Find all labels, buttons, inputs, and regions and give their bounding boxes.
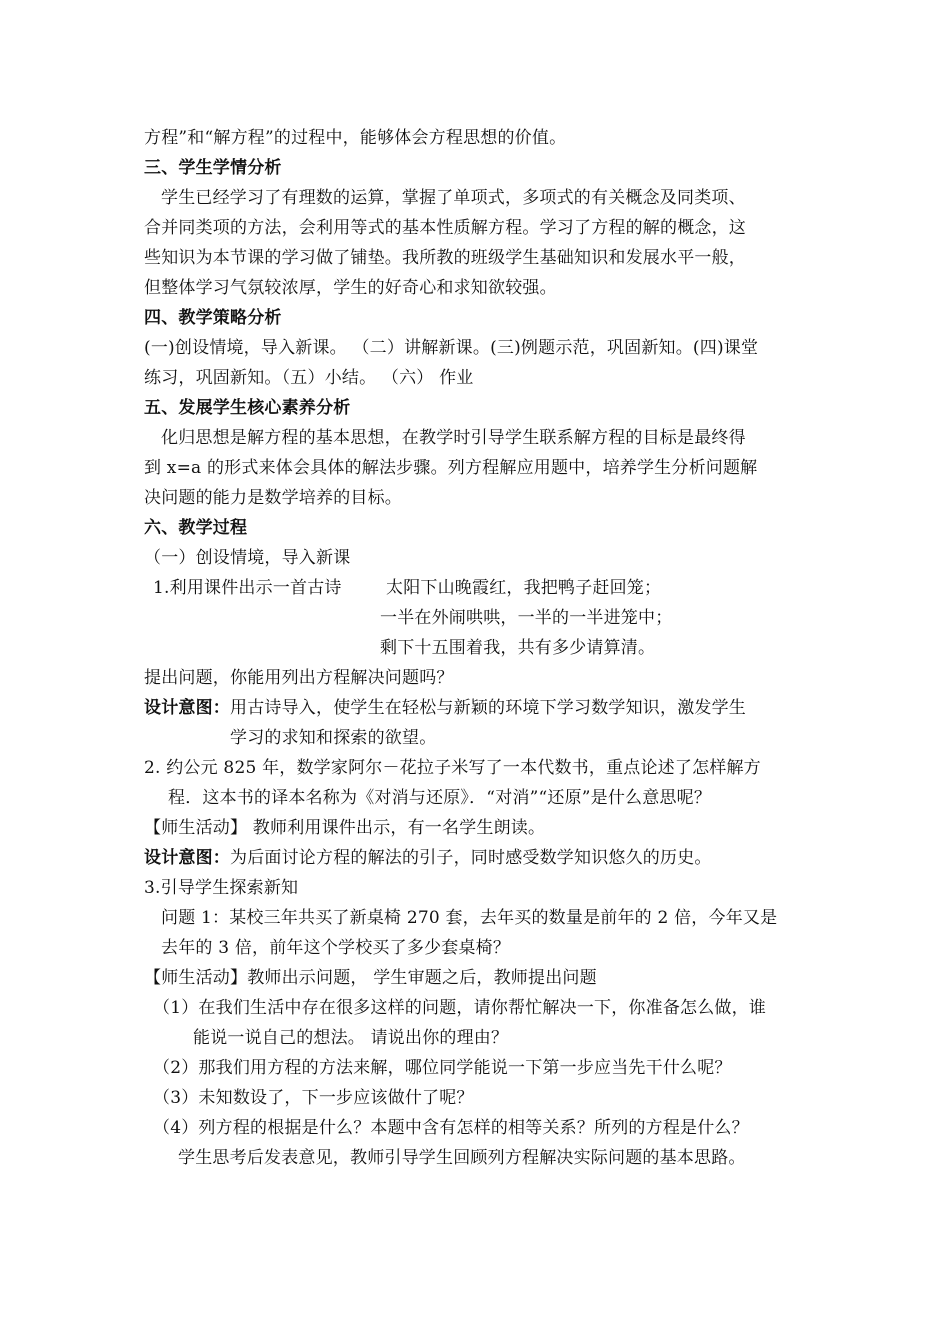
- paragraph-line: 到 x=a 的形式来体会具体的解法步骤。列方程解应用题中，培养学生分析问题解: [144, 458, 758, 478]
- paragraph-line: 2. 约公元 825 年，数学家阿尔－花拉子米写了一本代数书，重点论述了怎样解方: [144, 758, 761, 778]
- subsection-heading: （一）创设情境，导入新课: [144, 548, 351, 568]
- paragraph-line: (一)创设情境，导入新课。 （二）讲解新课。(三)例题示范，巩固新知。(四)课堂: [144, 338, 759, 358]
- paragraph-line: 为后面讨论方程的解法的引子，同时感受数学知识悠久的历史。: [230, 848, 712, 868]
- poem-line: 太阳下山晚霞红，我把鸭子赶回笼；: [386, 578, 662, 598]
- section-heading: 六、教学过程: [144, 518, 248, 538]
- paragraph-line: 化归思想是解方程的基本思想，在教学时引导学生联系解方程的目标是最终得: [161, 428, 746, 448]
- paragraph-line: 问题 1：某校三年共买了新桌椅 270 套，去年买的数量是前年的 2 倍，今年又是: [161, 908, 778, 928]
- question-item: （1）在我们生活中存在很多这样的问题，请你帮忙解决一下，你准备怎么做，谁: [153, 998, 767, 1018]
- paragraph-line: 3.引导学生探索新知: [144, 878, 299, 898]
- paragraph-line: 用古诗导入，使学生在轻松与新颖的环境下学习数学知识，激发学生: [230, 698, 746, 718]
- question-item: （2）那我们用方程的方法来解，哪位同学能说一下第一步应当先干什么呢？: [153, 1058, 732, 1078]
- section-heading: 五、发展学生核心素养分析: [144, 398, 351, 418]
- design-intent-label: 设计意图：: [144, 848, 230, 868]
- paragraph-line: 方程”和“解方程”的过程中，能够体会方程思想的价值。: [144, 128, 567, 148]
- paragraph-line: 程．这本书的译本名称为《对消与还原》．“对消”“还原”是什么意思呢？: [168, 788, 712, 808]
- paragraph-line: 但整体学习气氛较浓厚，学生的好奇心和求知欲较强。: [144, 278, 557, 298]
- paragraph-line: 1.利用课件出示一首古诗: [153, 578, 342, 598]
- paragraph-line: 学生思考后发表意见，教师引导学生回顾列方程解决实际问题的基本思路。: [178, 1148, 746, 1168]
- design-intent-label: 设计意图：: [144, 698, 230, 718]
- paragraph-line: 决问题的能力是数学培养的目标。: [144, 488, 402, 508]
- paragraph-line: 【师生活动】 教师利用课件出示，有一名学生朗读。: [144, 818, 546, 838]
- section-heading: 三、学生学情分析: [144, 158, 282, 178]
- paragraph-line: 【师生活动】教师出示问题， 学生审题之后，教师提出问题: [144, 968, 597, 988]
- question-item: （4）列方程的根据是什么？本题中含有怎样的相等关系？所列的方程是什么？: [153, 1118, 749, 1138]
- paragraph-line: 学习的求知和探索的欲望。: [230, 728, 437, 748]
- poem-line: 一半在外闹哄哄，一半的一半进笼中；: [380, 608, 673, 628]
- paragraph-line: 练习，巩固新知。（五）小结。 （六） 作业: [144, 368, 474, 388]
- paragraph-line: 些知识为本节课的学习做了铺垫。我所教的班级学生基础知识和发展水平一般，: [144, 248, 746, 268]
- paragraph-line: 合并同类项的方法，会利用等式的基本性质解方程。学习了方程的解的概念，这: [144, 218, 746, 238]
- poem-line: 剩下十五围着我，共有多少请算清。: [380, 638, 656, 658]
- section-heading: 四、教学策略分析: [144, 308, 282, 328]
- paragraph-line: 去年的 3 倍，前年这个学校买了多少套桌椅？: [161, 938, 511, 958]
- paragraph-line: 提出问题，你能用列出方程解决问题吗？: [144, 668, 454, 688]
- question-item-continuation: 能说一说自己的想法。 请说出你的理由？: [193, 1028, 509, 1048]
- question-item: （3）未知数设了，下一步应该做什了呢？: [153, 1088, 474, 1108]
- paragraph-line: 学生已经学习了有理数的运算，掌握了单项式，多项式的有关概念及同类项、: [161, 188, 746, 208]
